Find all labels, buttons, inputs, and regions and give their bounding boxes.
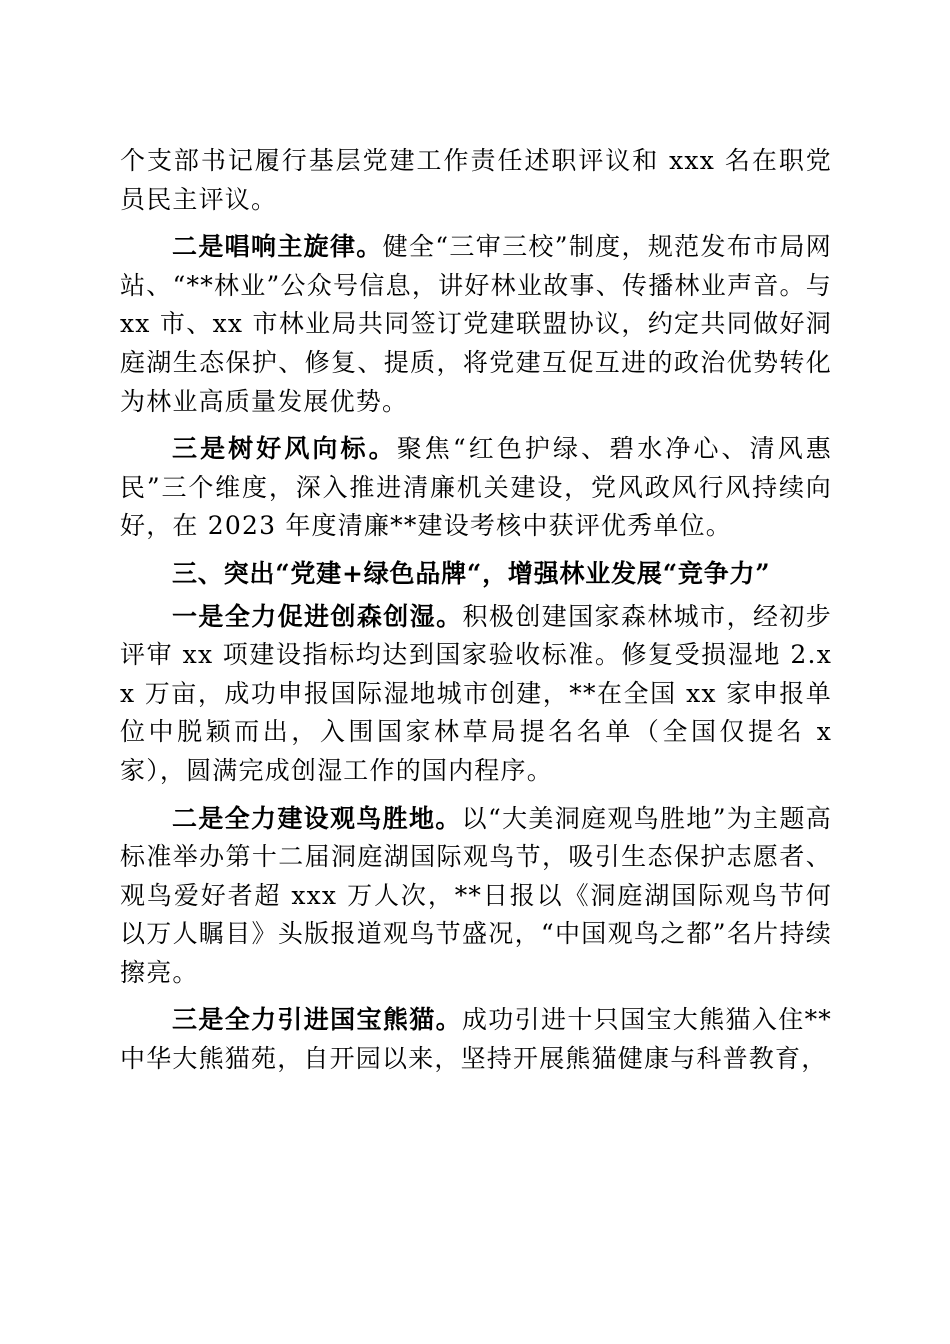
paragraph-lead: 三是全力引进国宝熊猫。 — [172, 1005, 462, 1035]
paragraph-lead: 二是唱响主旋律。 — [172, 232, 383, 262]
section-heading: 三、突出“党建+绿色品牌“，增强林业发展“竞争力” — [172, 558, 771, 588]
document-page — [120, 142, 832, 1079]
paragraph-text: 成功引进十只国宝大熊猫入住**中华大熊猫苑，自开园以来，坚持开展熊猫健康与科普教育， — [120, 1005, 832, 1074]
paragraph-lead: 二是全力建设观鸟胜地。 — [172, 803, 462, 833]
paragraph-text: 健全“三审三校”制度，规范发布市局网站、“**林业”公众号信息，讲好林业故事、传播林业声音。与 xx 市、xx 市林业局共同签订党建联盟协议，约定共同做好洞庭湖生态保护、修复、提质，将党建互促互进的政治优势转化为林业高质量发展优势。 — [120, 232, 832, 416]
paragraph-text: 以“大美洞庭观鸟胜地”为主题高标准举办第十二届洞庭湖国际观鸟节，吸引生态保护志愿者、观鸟爱好者超 xxx 万人次，**日报以《洞庭湖国际观鸟节何以万人瞩目》头版报道观鸟节盛况，“中国观鸟之都”名片持续擦亮。 — [120, 803, 832, 987]
paragraph-main-theme — [120, 228, 832, 421]
paragraph-panda — [120, 1001, 832, 1078]
paragraph-forest-wetland — [120, 598, 832, 791]
paragraph-clean-governance — [120, 430, 832, 546]
paragraph-lead: 三是树好风向标。 — [172, 434, 397, 464]
paragraph-text: 积极创建国家森林城市，经初步评审 xx 项建设指标均达到国家验收标准。修复受损湿地 2.xx 万亩，成功申报国际湿地城市创建，**在全国 xx 家申报单位中脱颖而出，入围国家林草局提名名单（全国仅提名 x 家），圆满完成创湿工作的国内程序。 — [120, 601, 833, 785]
paragraph-lead: 一是全力促进创森创湿。 — [172, 601, 463, 631]
paragraph-text: 个支部书记履行基层党建工作责任述职评议和 xxx 名在职党员民主评议。 — [120, 146, 832, 214]
paragraph-text: 聚焦“红色护绿、碧水净心、清风惠民”三个维度，深入推进清廉机关建设，党风政风行风持续向好，在 2023 年度清廉**建设考核中获评优秀单位。 — [120, 434, 832, 541]
paragraph-continuation — [120, 142, 832, 219]
paragraph-birdwatching — [120, 800, 832, 993]
